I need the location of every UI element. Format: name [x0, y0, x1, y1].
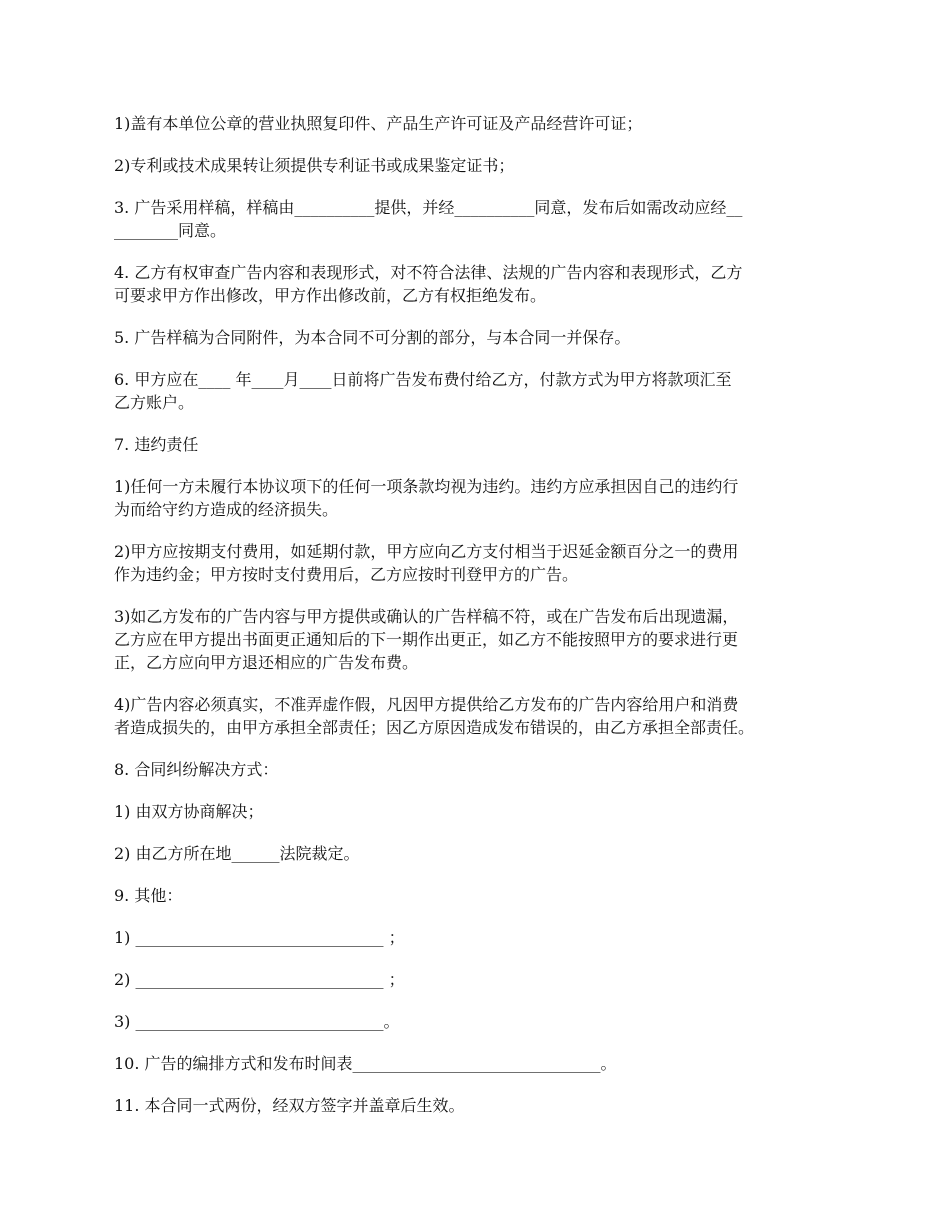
clause-7-1-breach: 1)任何一方未履行本协议项下的任何一项条款均视为违约。违约方应承担因自己的违约行 为而给守约方造成的经济损失。 — [114, 477, 739, 519]
clause-patent-certificate: 2)专利或技术成果转让须提供专利证书或成果鉴定证书； — [114, 156, 515, 175]
clause-5-attachment: 5. 广告样稿为合同附件，为本合同不可分割的部分，与本合同一并保存。 — [114, 328, 631, 347]
clause-9-2-blank: 2) _______________________________ ； — [114, 970, 405, 989]
clause-9-3-blank: 3) _______________________________。 — [114, 1012, 400, 1031]
clause-9-other-heading: 9. 其他： — [114, 886, 183, 905]
clause-3-sample-draft: 3. 广告采用样稿，样稿由__________提供，并经__________同意，发布后如需改动应经__ ________同意。 — [114, 198, 743, 240]
clause-6-payment: 6. 甲方应在____ 年____月____日前将广告发布费付给乙方，付款方式为甲方将款项汇至 乙方账户。 — [114, 370, 732, 412]
clause-7-breach-heading: 7. 违约责任 — [114, 435, 199, 454]
clause-4-review-rights: 4. 乙方有权审查广告内容和表现形式，对不符合法律、法规的广告内容和表现形式，乙方 可要求甲方作出修改，甲方作出修改前，乙方有权拒绝发布。 — [114, 263, 743, 305]
clause-license-copies: 1)盖有本单位公章的营业执照复印件、产品生产许可证及产品经营许可证； — [114, 114, 643, 133]
clause-8-2-court: 2) 由乙方所在地______法院裁定。 — [114, 844, 360, 863]
clause-8-1-negotiation: 1) 由双方协商解决； — [114, 802, 264, 821]
clause-8-dispute-heading: 8. 合同纠纷解决方式： — [114, 760, 279, 779]
clause-11-effectiveness: 11. 本合同一式两份，经双方签字并盖章后生效。 — [114, 1096, 465, 1115]
clause-9-1-blank: 1) _______________________________ ； — [114, 928, 405, 947]
clause-7-4-truthfulness: 4)广告内容必须真实，不准弄虚作假，凡因甲方提供给乙方发布的广告内容给用户和消费 者造成损失的，由甲方承担全部责任；因乙方原因造成发布错误的，由乙方承担全部责任。 — [114, 695, 755, 737]
clause-7-2-late-payment: 2)甲方应按期支付费用，如延期付款，甲方应向乙方支付相当于迟延金额百分之一的费用 作为违约金；甲方按时支付费用后，乙方应按时刊登甲方的广告。 — [114, 542, 739, 584]
clause-10-schedule: 10. 广告的编排方式和发布时间表_______________________________。 — [114, 1054, 617, 1073]
document-page — [114, 112, 854, 1136]
clause-7-3-correction: 3)如乙方发布的广告内容与甲方提供或确认的广告样稿不符，或在广告发布后出现遗漏， 乙方应在甲方提出书面更正通知后的下一期作出更正，如乙方不能按照甲方的要求进行更 正，乙方应向甲方退还相应的广告发布费。 — [114, 607, 739, 672]
